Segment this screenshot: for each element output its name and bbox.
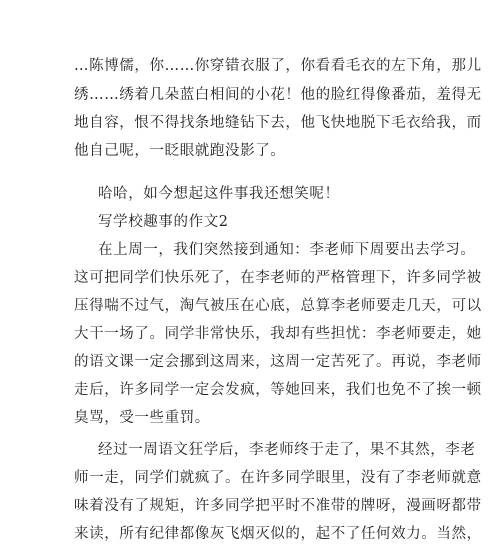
text-line: 压得喘不过气，淘气被压在心底，总算李老师要走几天，可以	[74, 298, 482, 314]
text-line: …陈博儒，你……你穿错衣服了，你看看毛衣的左下角，那儿	[74, 58, 482, 74]
text-line: 的语文课一定会挪到这周来，这周一定苦死了。再说，李老师	[74, 354, 482, 370]
text-line: 师一走，同学们就疯了。在许多同学眼里，没有了李老师就意	[74, 470, 482, 486]
text-line: 哈哈，如今想起这件事我还想笑呢！	[98, 186, 340, 202]
text-line: 地自容，恨不得找条地缝钻下去，他飞快地脱下毛衣给我，而	[74, 115, 482, 131]
text-line: 这可把同学们快乐死了，在李老师的严格管理下，许多同学被	[74, 270, 482, 286]
text-line: 味着没有了规矩，许多同学把平时不准带的牌呀，漫画呀都带	[74, 498, 482, 514]
text-line: 大干一场了。同学非常快乐，我却有些担忧：李老师要走，她	[74, 326, 482, 342]
text-line: 绣……绣着几朵蓝白相间的小花！他的脸红得像番茄，羞得无	[74, 87, 482, 103]
text-line: 来读，所有纪律都像灰飞烟灭似的，起不了任何效力。当然，	[74, 526, 482, 542]
text-line: 他自己呢，一眨眼就跑没影了。	[74, 143, 286, 159]
text-line: 经过一周语文狂学后，李老师终于走了，果不其然，李老	[98, 442, 476, 458]
text-line: 在上周一，我们突然接到通知：李老师下周要出去学习。	[98, 242, 476, 258]
text-line: 走后，许多同学一定会发疯，等她回来，我们也免不了挨一顿	[74, 382, 482, 398]
section-title: 写学校趣事的作文2	[98, 214, 229, 230]
text-line: 臭骂，受一些重罚。	[74, 410, 210, 426]
